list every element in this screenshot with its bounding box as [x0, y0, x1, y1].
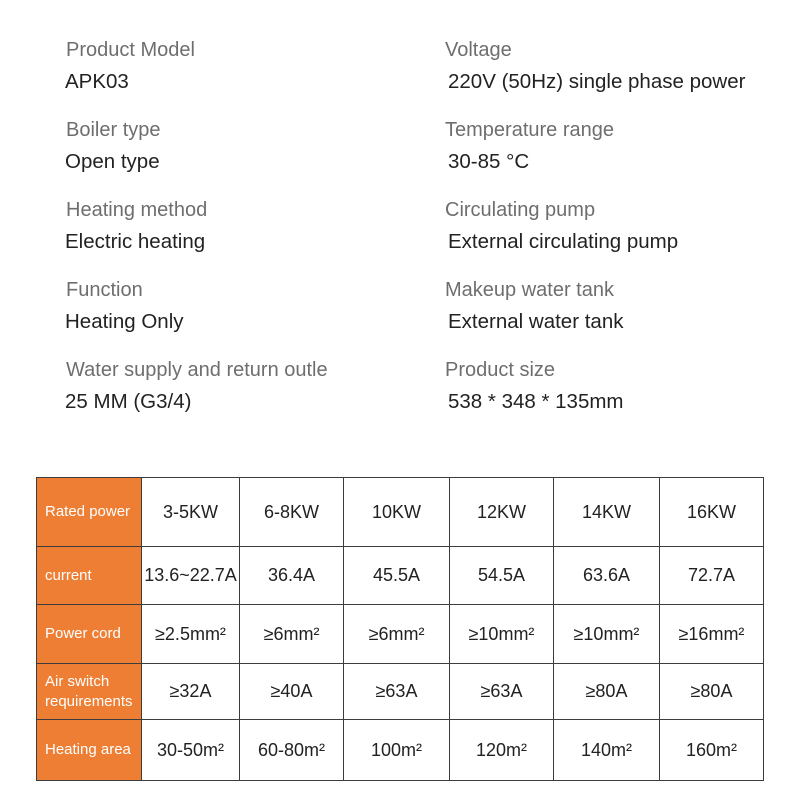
- table-cell: ≥63A: [344, 664, 450, 720]
- table-cell: 72.7A: [660, 547, 764, 605]
- spec-label: Water supply and return outle: [66, 359, 328, 381]
- table-cell: ≥2.5mm²: [142, 605, 240, 664]
- table-cell: ≥63A: [450, 664, 554, 720]
- spec-value: External circulating pump: [448, 230, 679, 253]
- spec-product-size: [445, 356, 785, 420]
- spec-value: External water tank: [448, 310, 624, 333]
- spec-water-supply: [66, 356, 406, 420]
- row-header: Rated power: [37, 478, 142, 547]
- table-row-heating-area: [37, 720, 764, 781]
- spec-label: Circulating pump: [445, 199, 596, 221]
- spec-label: Heating method: [66, 199, 208, 221]
- spec-product-model: [66, 36, 406, 100]
- table-cell: 12KW: [450, 478, 554, 547]
- spec-value: Heating Only: [65, 310, 184, 333]
- table-row-air-switch: [37, 664, 764, 720]
- table-cell: ≥32A: [142, 664, 240, 720]
- spec-label: Product size: [445, 359, 556, 381]
- table-cell: ≥16mm²: [660, 605, 764, 664]
- table-cell: ≥80A: [660, 664, 764, 720]
- spec-value: Electric heating: [65, 230, 206, 253]
- table-cell: ≥10mm²: [554, 605, 660, 664]
- table-cell: ≥6mm²: [240, 605, 344, 664]
- spec-label: Temperature range: [445, 119, 614, 141]
- table-cell: 30-50m²: [142, 720, 240, 781]
- table-cell: ≥80A: [554, 664, 660, 720]
- spec-label: Makeup water tank: [445, 279, 614, 301]
- table-cell: 63.6A: [554, 547, 660, 605]
- table-row-power-cord: [37, 605, 764, 664]
- spec-label: Voltage: [445, 39, 512, 61]
- spec-circulating-pump: [445, 196, 785, 260]
- spec-temperature-range: [445, 116, 785, 180]
- spec-heating-method: [66, 196, 406, 260]
- table-cell: 54.5A: [450, 547, 554, 605]
- table-cell: 36.4A: [240, 547, 344, 605]
- table-cell: 6-8KW: [240, 478, 344, 547]
- row-header: current: [37, 547, 142, 605]
- spec-value: 538 * 348 * 135mm: [448, 390, 624, 413]
- table-cell: 16KW: [660, 478, 764, 547]
- table-cell: 140m²: [554, 720, 660, 781]
- table-cell: 60-80m²: [240, 720, 344, 781]
- table-cell: 14KW: [554, 478, 660, 547]
- table-cell: 10KW: [344, 478, 450, 547]
- table-cell: ≥10mm²: [450, 605, 554, 664]
- spec-value: Open type: [65, 150, 160, 173]
- table-row-current: [37, 547, 764, 605]
- table-cell: 3-5KW: [142, 478, 240, 547]
- table-cell: 100m²: [344, 720, 450, 781]
- row-header: Power cord: [37, 605, 142, 664]
- spec-label: Product Model: [66, 39, 195, 61]
- spec-boiler-type: [66, 116, 406, 180]
- table-cell: 45.5A: [344, 547, 450, 605]
- table-cell: ≥40A: [240, 664, 344, 720]
- table-cell: ≥6mm²: [344, 605, 450, 664]
- power-spec-table: [36, 477, 764, 781]
- table-cell: 160m²: [660, 720, 764, 781]
- table-row-rated-power: [37, 478, 764, 547]
- spec-voltage: [445, 36, 785, 100]
- row-header: Heating area: [37, 720, 142, 781]
- spec-value: 220V (50Hz) single phase power: [448, 70, 746, 93]
- spec-value: APK03: [65, 70, 129, 93]
- spec-label: Boiler type: [66, 119, 161, 141]
- spec-makeup-water-tank: [445, 276, 785, 340]
- table-cell: 13.6~22.7A: [142, 547, 240, 605]
- table-cell: 120m²: [450, 720, 554, 781]
- spec-label: Function: [66, 279, 143, 301]
- row-header: Air switch requirements: [37, 664, 142, 720]
- spec-function: [66, 276, 406, 340]
- spec-value: 30-85 °C: [448, 150, 530, 173]
- spec-value: 25 MM (G3/4): [65, 390, 192, 413]
